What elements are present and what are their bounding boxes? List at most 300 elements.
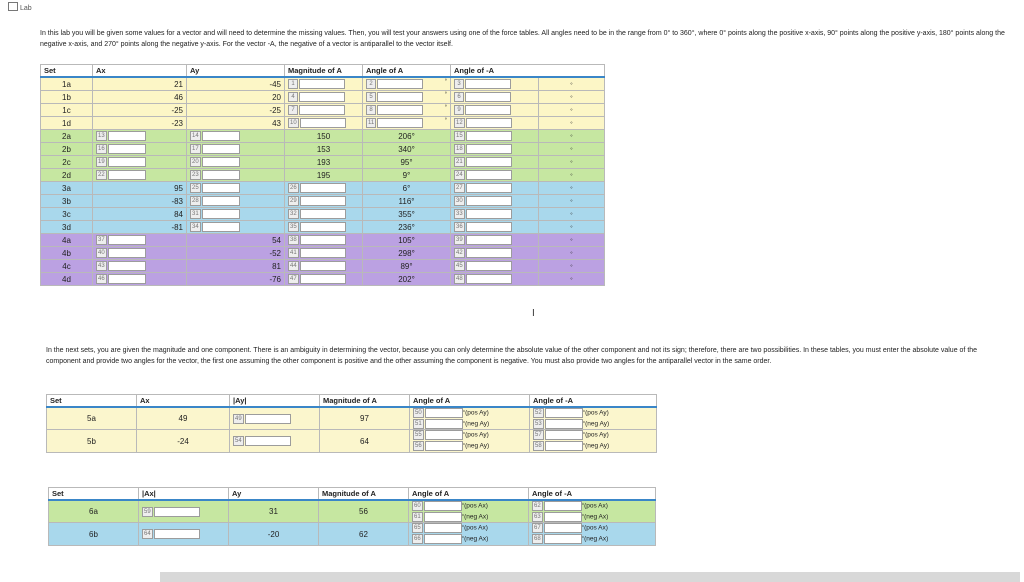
- angle-a-input[interactable]: [377, 105, 423, 115]
- angle-a-input[interactable]: [425, 430, 466, 440]
- ay-cell: [187, 143, 285, 156]
- set-label: 1d: [62, 118, 71, 128]
- angle-neg-a-number-tag: 24: [456, 172, 463, 178]
- instructions-text: In this lab you will be given some values for a vector and will need to determine the missing values. Then, you will test your answers using one of the force tables. All angles need to be in the range from 0° to 360°, where 0° points along the positive x-axis, 90° points along the positive y-axis, 180° points along the negative x-axis, and 270° points along the negative y-axis. For the vector -A, the negative of a vector is antiparallel to the vector itself.: [40, 30, 1005, 48]
- angle-neg-a-input[interactable]: [466, 170, 512, 180]
- angle-neg-a-input[interactable]: [466, 131, 512, 141]
- sign-label: (pos Ay): [465, 432, 489, 440]
- magnitude-cell: [285, 247, 363, 260]
- angle-neg-a-number-tag: 42: [456, 250, 463, 256]
- angle-a-cell: [410, 407, 530, 430]
- ay-group: [190, 196, 240, 205]
- ax-group: [96, 235, 146, 244]
- set-label: 3b: [62, 196, 71, 206]
- angle-neg-a-group: [454, 196, 512, 205]
- set-label: 1a: [62, 79, 71, 89]
- set-cell: [41, 117, 93, 130]
- set-cell: [49, 500, 139, 523]
- angle-a-cell: [363, 273, 451, 286]
- magnitude-number-tag: 1: [288, 79, 298, 89]
- magnitude-value: 150: [316, 131, 331, 141]
- ay-group: [190, 170, 240, 179]
- angle-a-cell: [363, 77, 451, 91]
- ay-input[interactable]: [202, 222, 240, 232]
- magnitude-group: [288, 183, 346, 192]
- magnitude-cell: [285, 234, 363, 247]
- set-cell: [41, 247, 93, 260]
- angle-neg-a-input[interactable]: [465, 79, 511, 89]
- degree-symbol: °: [570, 186, 573, 193]
- magnitude-input[interactable]: [299, 105, 345, 115]
- degree-symbol: °: [462, 410, 466, 417]
- set-label: 6a: [89, 507, 98, 517]
- angle-a-cell: [363, 169, 451, 182]
- angle-a-input[interactable]: [424, 534, 465, 544]
- ax-input[interactable]: [108, 170, 146, 180]
- magnitude-input[interactable]: [300, 222, 346, 232]
- ay-group: [190, 222, 240, 231]
- magnitude-group: [288, 118, 346, 127]
- angle-neg-a-input[interactable]: [545, 419, 586, 429]
- ax-group: [96, 144, 146, 153]
- ax-input[interactable]: [108, 274, 146, 284]
- angle-neg-a-input[interactable]: [545, 408, 586, 418]
- lab-tab[interactable]: [8, 2, 32, 12]
- angle-neg-a-input[interactable]: [545, 441, 586, 451]
- angle-a-value: 298°: [398, 248, 415, 258]
- degree-symbol: °: [570, 82, 573, 89]
- magnitude-cell: [285, 208, 363, 221]
- angle-neg-a-input[interactable]: [466, 183, 512, 193]
- abs-ax-input[interactable]: [154, 529, 200, 539]
- ay-cell: [187, 195, 285, 208]
- ax-group: [96, 248, 146, 257]
- col-magnitude: Magnitude of A: [319, 488, 409, 501]
- ax-input[interactable]: [108, 131, 146, 141]
- angle-neg-a-number-tag: 45: [456, 263, 463, 269]
- table-row: [49, 500, 656, 523]
- sign-label: (neg Ay): [585, 442, 610, 450]
- angle-neg-a-number-tag: 33: [456, 211, 463, 217]
- angle-a-number-tag: 8: [366, 105, 376, 115]
- table-row: [41, 130, 605, 143]
- magnitude-cell: [285, 104, 363, 117]
- angle-a-value: 236°: [398, 222, 415, 232]
- ay-cell: [187, 77, 285, 91]
- sign-label: (pos Ax): [464, 502, 488, 510]
- angle-neg-a-cell: [451, 130, 539, 143]
- table-row: [41, 195, 605, 208]
- ay-value: -76: [269, 274, 281, 284]
- ay-cell: [187, 104, 285, 117]
- set-label: 3c: [62, 209, 71, 219]
- angle-neg-a-number-tag: 48: [456, 276, 463, 282]
- angle-neg-a-input[interactable]: [466, 196, 512, 206]
- abs-ax-group: [142, 529, 200, 538]
- degree-symbol: °: [570, 238, 573, 245]
- magnitude-cell: [320, 407, 410, 430]
- angle-neg-a-cell: [451, 104, 539, 117]
- ax-group: [96, 274, 146, 283]
- ax-cell: [93, 104, 187, 117]
- magnitude-cell: [285, 221, 363, 234]
- set-cell: [41, 234, 93, 247]
- ax-input[interactable]: [108, 261, 146, 271]
- ax-number-tag: 37: [98, 237, 105, 243]
- angle-a-input[interactable]: [424, 523, 465, 533]
- angle-a-input[interactable]: [377, 118, 423, 128]
- sign-label: (neg Ax): [464, 535, 489, 543]
- degree-symbol: °: [461, 514, 465, 521]
- degree-symbol: °: [582, 433, 586, 440]
- angle-neg-a-input[interactable]: [466, 248, 512, 258]
- ax-value: -81: [171, 222, 183, 232]
- ay-number-tag: 14: [192, 133, 199, 139]
- magnitude-input[interactable]: [300, 235, 346, 245]
- magnitude-input[interactable]: [300, 183, 346, 193]
- angle-option: [412, 534, 525, 545]
- table-row: [41, 156, 605, 169]
- set-label: 1c: [62, 105, 71, 115]
- sign-label: (pos Ax): [464, 525, 488, 533]
- ax-value: -83: [171, 196, 183, 206]
- degree-unit: [539, 208, 605, 221]
- angle-a-cell: [409, 500, 529, 523]
- angle-a-input[interactable]: [377, 79, 423, 89]
- degree-symbol: °: [570, 134, 573, 141]
- ax-cell: [139, 523, 229, 545]
- angle-a-number-tag: 5: [366, 92, 376, 102]
- magnitude-input[interactable]: [299, 79, 345, 89]
- ay-input[interactable]: [202, 209, 240, 219]
- angle-a-value: 95°: [400, 157, 413, 167]
- magnitude-cell: [285, 182, 363, 195]
- degree-unit: [539, 77, 605, 91]
- angle-neg-a-input[interactable]: [544, 534, 585, 544]
- ay-value: 81: [272, 261, 281, 271]
- sign-label: (neg Ay): [465, 442, 490, 450]
- ay-group: [190, 144, 240, 153]
- magnitude-group: [288, 92, 345, 101]
- ax-value: -23: [171, 118, 183, 128]
- degree-unit: [539, 182, 605, 195]
- part2-instructions: In the next sets, you are given the magnitude and one component. There is an ambiguity in determining the vector, because you can only determine the absolute value of the other component and not its sign; therefore, there are two possibilities. In these tables, you must enter the absolute value of the component and provide two angles for the vector, the first one assuming the other component is positive and the other assuming the component is negative. You must also provide two angles for the antiparallel vector in the same order.: [46, 347, 978, 365]
- set-cell: [41, 221, 93, 234]
- abs-ax-group: [142, 507, 200, 516]
- degree-symbol: °: [461, 536, 465, 543]
- degree-symbol: °: [444, 118, 447, 124]
- angle-option: [412, 512, 525, 523]
- ax-value: -24: [177, 436, 189, 446]
- angle-neg-a-number-tag: 39: [456, 237, 463, 243]
- magnitude-input[interactable]: [300, 248, 346, 258]
- ax-value: -25: [171, 105, 183, 115]
- degree-unit: [539, 156, 605, 169]
- sign-label: (pos Ax): [584, 502, 608, 510]
- angle-neg-a-input[interactable]: [466, 157, 512, 167]
- degree-symbol: °: [444, 79, 447, 85]
- horizontal-scrollbar[interactable]: [160, 572, 1020, 582]
- ax-cell: [93, 156, 187, 169]
- angle-a-input[interactable]: [424, 501, 465, 511]
- ax-input[interactable]: [108, 235, 146, 245]
- magnitude-group: [288, 248, 346, 257]
- set-cell: [41, 273, 93, 286]
- angle-neg-a-group: [454, 79, 511, 88]
- magnitude-number-tag: 26: [290, 185, 297, 191]
- ay-input[interactable]: [202, 170, 240, 180]
- degree-symbol: °: [570, 225, 573, 232]
- table-row: [47, 430, 657, 452]
- set-cell: [47, 430, 137, 452]
- abs-ay-input[interactable]: [245, 414, 291, 424]
- degree-unit: [539, 221, 605, 234]
- angle-option: [532, 501, 652, 512]
- angle-number-tag: 66: [414, 536, 421, 543]
- angle-neg-a-cell: [451, 117, 539, 130]
- ay-value: 31: [269, 507, 278, 517]
- degree-symbol: °: [570, 264, 573, 271]
- angle-a-input[interactable]: [425, 408, 466, 418]
- abs-ay-number-tag: 54: [235, 438, 242, 445]
- degree-symbol: °: [570, 251, 573, 258]
- ay-input[interactable]: [202, 183, 240, 193]
- angle-a-group: [366, 92, 423, 101]
- angle-option: [412, 523, 525, 534]
- angle-neg-a-number-tag: 12: [456, 120, 463, 126]
- magnitude-cell: [285, 143, 363, 156]
- angle-neg-a-input[interactable]: [465, 92, 511, 102]
- angle-neg-a-input[interactable]: [466, 274, 512, 284]
- set-label: 2b: [62, 144, 71, 154]
- ay-input[interactable]: [202, 157, 240, 167]
- magnitude-input[interactable]: [300, 209, 346, 219]
- set-cell: [41, 143, 93, 156]
- angle-number-tag: 57: [535, 432, 542, 439]
- set-cell: [41, 91, 93, 104]
- ay-number-tag: 28: [192, 198, 199, 204]
- ay-group: [190, 131, 240, 140]
- angle-neg-a-input[interactable]: [545, 430, 586, 440]
- ay-value: 43: [272, 118, 281, 128]
- magnitude-cell: [319, 500, 409, 523]
- magnitude-number-tag: 4: [288, 92, 298, 102]
- ax-cell: [93, 182, 187, 195]
- ay-value: 20: [272, 92, 281, 102]
- col-abs-ay: |Ay|: [230, 395, 320, 408]
- ay-cell: [187, 169, 285, 182]
- angle-neg-a-input[interactable]: [544, 501, 585, 511]
- abs-ay-input[interactable]: [245, 436, 291, 446]
- angle-a-group: [366, 79, 423, 88]
- angle-neg-a-input[interactable]: [466, 118, 512, 128]
- ay-cell: [187, 182, 285, 195]
- ay-input[interactable]: [202, 196, 240, 206]
- ay-cell: [187, 208, 285, 221]
- set-label: 2c: [62, 157, 71, 167]
- set-label: 3d: [62, 222, 71, 232]
- ax-cell: [93, 234, 187, 247]
- angle-neg-a-group: [454, 261, 512, 270]
- ay-group: [190, 209, 240, 218]
- magnitude-number-tag: 44: [290, 263, 297, 269]
- ax-number-tag: 19: [98, 159, 105, 165]
- angle-a-cell: [363, 234, 451, 247]
- degree-symbol: °: [581, 514, 585, 521]
- angle-neg-a-group: [454, 209, 512, 218]
- angle-neg-a-cell: [530, 430, 657, 452]
- set-cell: [41, 104, 93, 117]
- angle-neg-a-cell: [451, 143, 539, 156]
- set-label: 4d: [62, 274, 71, 284]
- degree-unit: [539, 130, 605, 143]
- ax-input[interactable]: [108, 157, 146, 167]
- table-row: [41, 91, 605, 104]
- table-row: [41, 77, 605, 91]
- angle-a-number-tag: 2: [366, 79, 376, 89]
- set-cell: [41, 260, 93, 273]
- ay-cell: [230, 407, 320, 430]
- ay-input[interactable]: [202, 144, 240, 154]
- angle-neg-a-input[interactable]: [466, 144, 512, 154]
- degree-unit: [539, 234, 605, 247]
- degree-symbol: °: [582, 421, 586, 428]
- col-set: Set: [41, 65, 93, 78]
- col-magnitude: Magnitude of A: [285, 65, 363, 78]
- angle-a-value: 202°: [398, 274, 415, 284]
- abs-ax-input[interactable]: [154, 507, 200, 517]
- set-label: 2a: [62, 131, 71, 141]
- ax-number-tag: 46: [98, 276, 105, 282]
- set-cell: [41, 169, 93, 182]
- angle-neg-a-cell: [451, 273, 539, 286]
- angle-neg-a-input[interactable]: [466, 235, 512, 245]
- degree-symbol: °: [582, 443, 586, 450]
- ax-value: 84: [174, 209, 183, 219]
- ay-cell: [187, 247, 285, 260]
- ay-value: 54: [272, 235, 281, 245]
- angle-neg-a-input[interactable]: [466, 261, 512, 271]
- set-label: 4c: [62, 261, 71, 271]
- magnitude-input[interactable]: [300, 196, 346, 206]
- sign-label: (pos Ay): [585, 409, 609, 417]
- magnitude-value: 193: [316, 157, 331, 167]
- lab-tab-label: Lab: [20, 5, 32, 12]
- ax-cell: [139, 500, 229, 523]
- ay-value: -20: [267, 529, 280, 539]
- degree-symbol: °: [461, 503, 465, 510]
- angle-neg-a-number-tag: 3: [454, 79, 464, 89]
- angle-a-cell: [410, 430, 530, 452]
- magnitude-input[interactable]: [299, 92, 345, 102]
- angle-number-tag: 65: [414, 525, 421, 532]
- angle-neg-a-cell: [530, 407, 657, 430]
- ay-input[interactable]: [202, 131, 240, 141]
- angle-neg-a-cell: [451, 156, 539, 169]
- angle-neg-a-cell: [451, 77, 539, 91]
- angle-neg-a-group: [454, 248, 512, 257]
- ax-input[interactable]: [108, 144, 146, 154]
- magnitude-number-tag: 29: [290, 198, 297, 204]
- angle-a-input[interactable]: [377, 92, 423, 102]
- col-abs-ax: |Ax|: [139, 488, 229, 501]
- angle-number-tag: 55: [415, 432, 422, 439]
- degree-unit: [539, 195, 605, 208]
- angle-neg-a-input[interactable]: [466, 209, 512, 219]
- degree-symbol: °: [570, 173, 573, 180]
- degree-symbol: °: [581, 503, 585, 510]
- degree-symbol: °: [581, 526, 585, 533]
- angle-neg-a-number-tag: 6: [454, 92, 464, 102]
- set-cell: [41, 195, 93, 208]
- table-row: [41, 273, 605, 286]
- angle-neg-a-input[interactable]: [544, 512, 585, 522]
- angle-neg-a-cell: [451, 208, 539, 221]
- degree-unit: [539, 260, 605, 273]
- degree-unit: [539, 247, 605, 260]
- col-angle-neg-a: Angle of -A: [529, 488, 656, 501]
- table-row: [41, 143, 605, 156]
- ax-value: 95: [174, 183, 183, 193]
- magnitude-input[interactable]: [300, 118, 346, 128]
- set-label: 6b: [89, 529, 98, 539]
- ax-cell: [137, 407, 230, 430]
- ax-cell: [93, 221, 187, 234]
- angle-option: [413, 441, 526, 452]
- sign-label: (neg Ay): [585, 420, 610, 428]
- magnitude-value: 62: [359, 529, 368, 539]
- angle-a-input[interactable]: [425, 441, 466, 451]
- degree-symbol: °: [582, 410, 586, 417]
- degree-symbol: °: [570, 160, 573, 167]
- magnitude-cell: [285, 195, 363, 208]
- ay-cell: [187, 234, 285, 247]
- magnitude-cell: [319, 523, 409, 545]
- degree-symbol: °: [461, 526, 465, 533]
- magnitude-input[interactable]: [300, 261, 346, 271]
- angle-neg-a-number-tag: 9: [454, 105, 464, 115]
- angle-a-group: [366, 105, 423, 114]
- magnitude-cell: [285, 169, 363, 182]
- angle-neg-a-group: [454, 118, 512, 127]
- angle-option: [533, 419, 653, 430]
- angle-neg-a-input[interactable]: [466, 222, 512, 232]
- table-row: [49, 523, 656, 545]
- angle-neg-a-input[interactable]: [544, 523, 585, 533]
- ax-number-tag: 22: [98, 172, 105, 178]
- ay-cell: [229, 500, 319, 523]
- magnitude-number-tag: 10: [290, 120, 297, 126]
- ay-cell: [187, 117, 285, 130]
- ay-cell: [187, 91, 285, 104]
- angle-option: [413, 408, 526, 419]
- angle-neg-a-group: [454, 144, 512, 153]
- angle-neg-a-input[interactable]: [465, 105, 511, 115]
- angle-a-input[interactable]: [425, 419, 466, 429]
- sign-label: (neg Ax): [464, 513, 489, 521]
- magnitude-cell: [285, 273, 363, 286]
- angle-option: [532, 523, 652, 534]
- set-label: 1b: [62, 92, 71, 102]
- ax-value: 49: [178, 414, 188, 424]
- angle-number-tag: 68: [534, 536, 541, 543]
- ax-number-tag: 16: [98, 146, 105, 152]
- magnitude-input[interactable]: [300, 274, 346, 284]
- magnitude-cell: [285, 156, 363, 169]
- magnitude-cell: [285, 130, 363, 143]
- angle-a-input[interactable]: [424, 512, 465, 522]
- ax-input[interactable]: [108, 248, 146, 258]
